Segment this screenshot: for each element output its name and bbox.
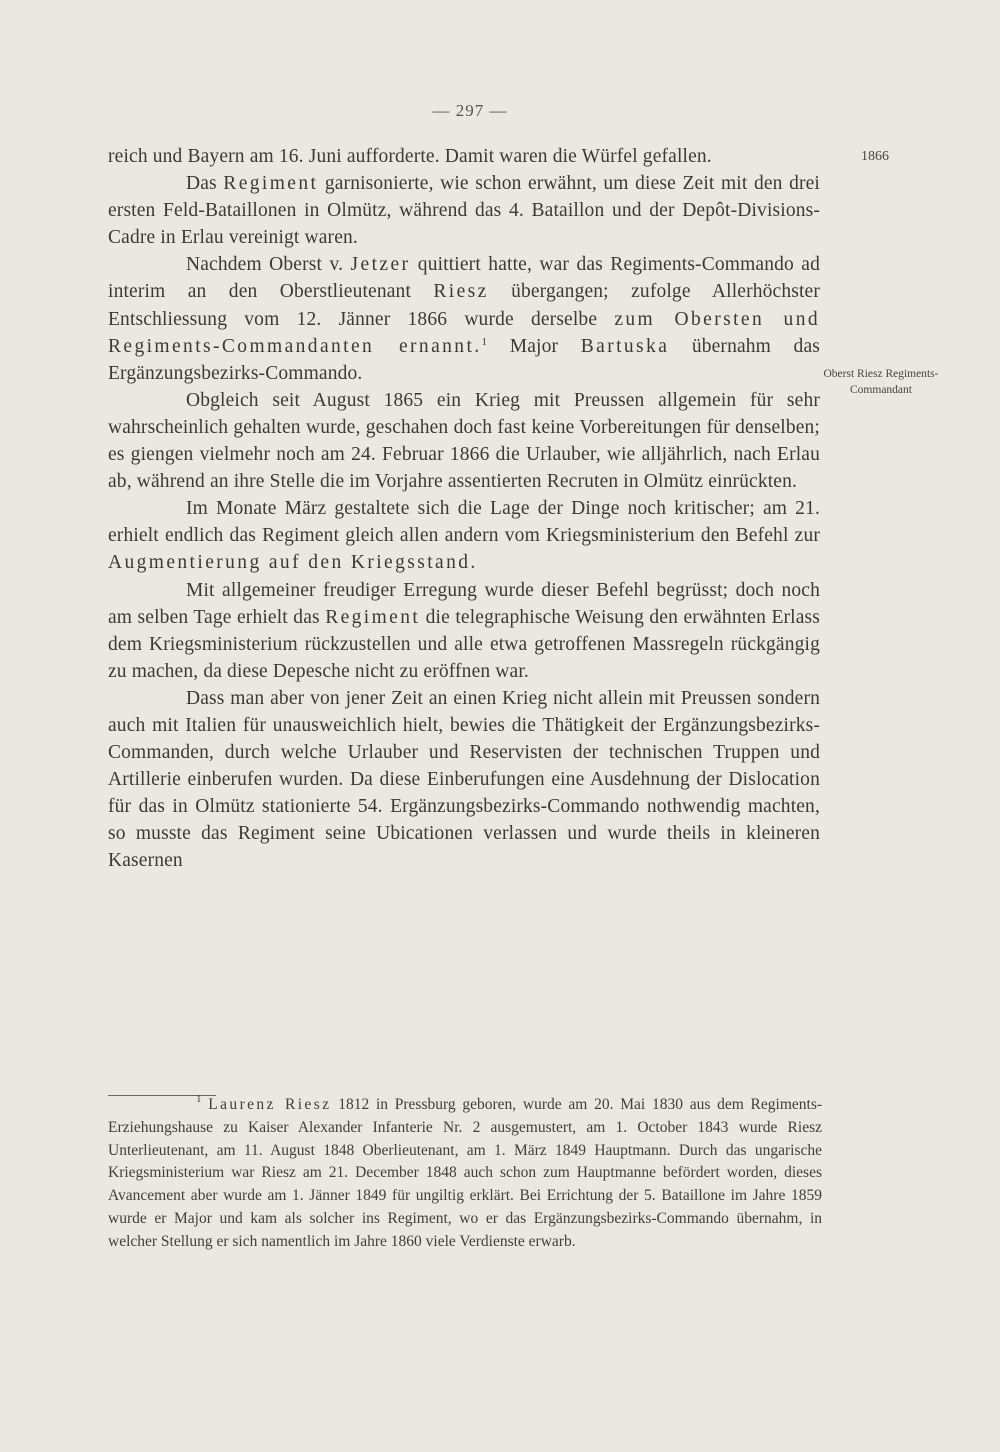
paragraph-6 — [108, 577, 820, 685]
paragraph-7 — [108, 685, 820, 875]
spaced-text: Regiment — [223, 173, 319, 195]
margin-year: 1866 — [861, 149, 889, 164]
paragraph-text: Major — [487, 335, 581, 357]
paragraph-4 — [108, 387, 820, 495]
paragraph-text: Obgleich seit August 1865 ein Krieg mit Preussen allgemein für sehr wahrscheinlich gehalten wurde, geschahen doch fast keine Vorbereitungen für denselben; es giengen vielmehr noch am 24. Februar 1866 die Urlauber, wie alljährlich, nach Erlau ab, während an ihre Stelle die im Vorjahre assentierten Recruten in Olmütz einrückten. — [108, 389, 820, 493]
paragraph-text: Dass man aber von jener Zeit an einen Krieg nicht allein mit Preussen sondern auch mit Italien für unausweichlich hielt, bewies die Thätigkeit der Ergänzungsbezirks-Commanden, durch welche Urlauber und Reservisten der technischen Truppen und Artillerie einberufen wurden. Da diese Einberufungen eine Ausdehnung der Dislocation für das in Olmütz stationierte 54. Ergänzungsbezirks-Commando nothwendig machten, so musste das Regiment seine Ubicationen verlassen und wurde theils in kleineren Kasernen — [108, 687, 820, 872]
footnote-name: Laurenz Riesz — [208, 1096, 332, 1113]
page-number: — 297 — — [432, 101, 508, 120]
paragraph-text: Das — [186, 173, 224, 195]
paragraph-text: garnisonierte, wie schon erwähnt, um diese Zeit mit den drei ersten Feld-Bataillonen in Olmütz, während das 4. Bataillon und der Depôt-Divisions-Cadre in Erlau vereinigt waren. — [108, 173, 820, 249]
spaced-text: zum Obersten und Regiments-Commandanten ernannt. — [108, 308, 820, 357]
footnote-text: 1812 in Pressburg geboren, wurde am 20. Mai 1830 aus dem Regiments-Erziehungshause zu Kaiser Alexander Infanterie Nr. 2 ausgemustert, am 1. October 1843 wurde Riesz Unterlieutenant, am 11. August 1848 Oberlieutenant, am 1. März 1849 Hauptmann. Durch das ungarische Kriegsministerium war Riesz am 21. December 1848 auch schon zum Hauptmanne befördert worden, dieses Avancement aber wurde am 1. Jänner 1849 für ungiltig erklärt. Bei Errichtung der 5. Bataillone im Jahre 1859 wurde er Major und kam als solcher ins Regiment, wo er das Ergänzungsbezirks-Commando übernahm, in welcher Stellung er sich namentlich im Jahre 1860 viele Verdienste erwarb. — [108, 1096, 823, 1250]
spaced-text: Augmentierung auf den Kriegsstand. — [108, 552, 478, 574]
paragraph-text: Nachdem Oberst v. — [186, 254, 351, 276]
footnote-reference[interactable]: 1 — [481, 335, 488, 348]
paragraph-text: Im Monate März gestaltete sich die Lage der Dinge noch kritischer; am 21. erhielt endlich das Regiment gleich allen andern vom Kriegsministerium den Befehl zur — [108, 498, 820, 547]
main-text — [108, 143, 820, 875]
spaced-text: Bartuska — [580, 335, 670, 357]
paragraph-text: übernahm das Ergänzungsbezirks-Commando. — [108, 335, 820, 384]
paragraph-3 — [108, 251, 820, 386]
paragraph-5 — [108, 495, 820, 576]
paragraph-1 — [108, 143, 820, 170]
paragraph-text: reich und Bayern am 16. Juni aufforderte. Damit waren die Würfel gefallen. — [108, 146, 712, 167]
spaced-text: Jetzer — [350, 254, 411, 276]
paragraph-2 — [108, 170, 820, 251]
footnote — [108, 1094, 822, 1254]
paragraph-text: die telegraphische Weisung den erwähnten Erlass dem Kriegsministerium rückzustellen und alle etwa getroffenen Massregeln rückgängig zu machen, da diese Depesche nicht zu eröffnen war. — [108, 606, 820, 682]
footnote-marker: 1 — [196, 1093, 202, 1105]
paragraph-text: Mit allgemeiner freudiger Erregung wurde dieser Befehl begrüsst; doch noch am selben Tage erhielt das — [108, 579, 820, 628]
paragraph-text: quittiert hatte, war das Regiments-Commando ad interim an den Oberstlieutenant — [108, 254, 821, 303]
margin-note: Oberst Riesz Regiments-Commandant — [823, 368, 939, 396]
paragraph-text: übergangen; zufolge Allerhöchster Entschliessung vom 12. Jänner 1866 wurde derselbe — [108, 281, 820, 330]
spaced-text: Riesz — [433, 281, 489, 303]
spaced-text: Regiment — [325, 606, 421, 628]
